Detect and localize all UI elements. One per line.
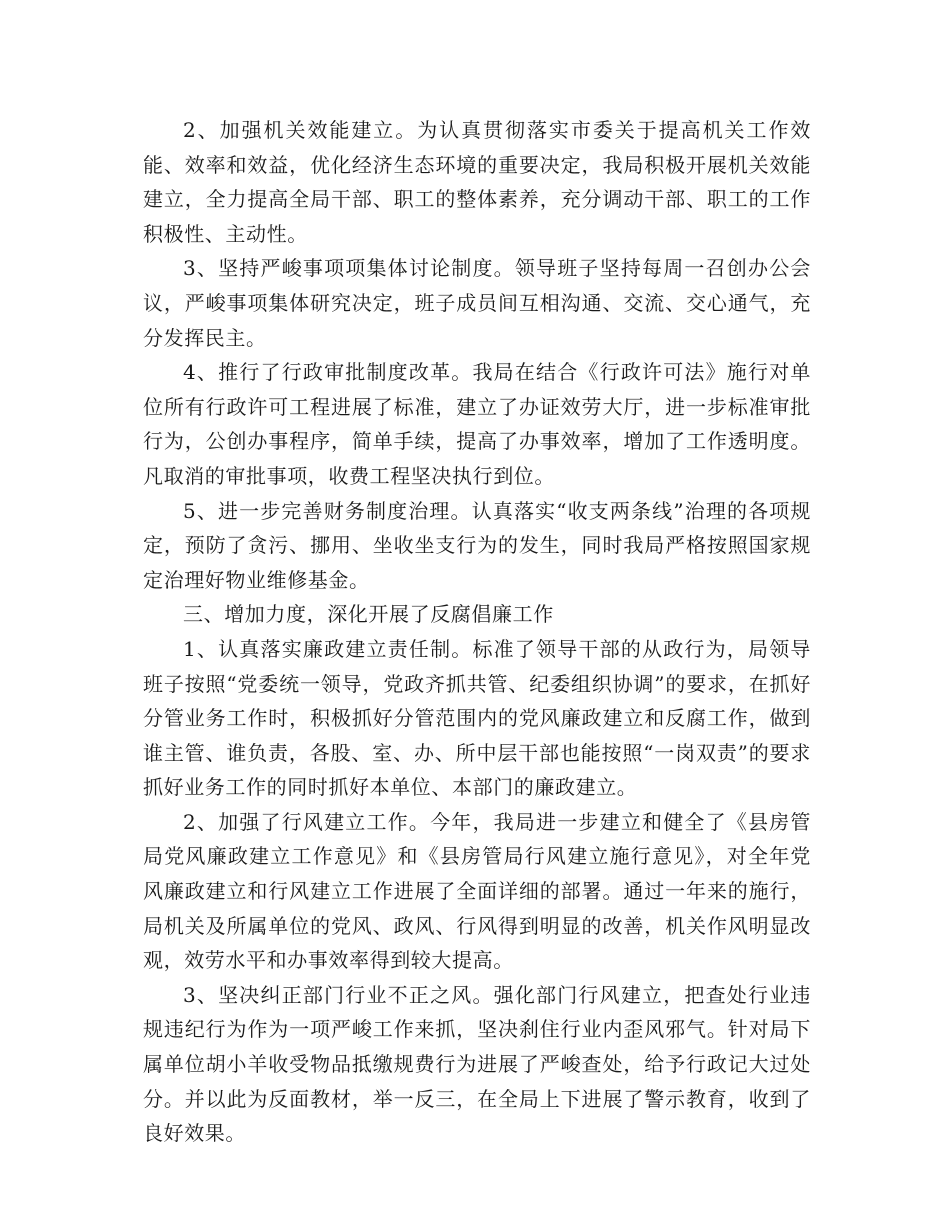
section-heading-anti-corruption: 三、增加力度，深化开展了反腐倡廉工作 — [183, 602, 554, 627]
paragraph-conduct-building: 2、加强了行风建立工作。今年，我局进一步建立和健全了《县房管局党风廉政建立工作意见》和《县房管局行风建立施行意见》，对全年党风廉政建立和行风建立工作进展了全面详细的部署。通过一年来的施行，局机关及所属单位的党风、政风、行风得到明显的改善，机关作风明显改观，效劳水平和办事效率得到较大提高。 — [143, 809, 811, 973]
paragraph-correct-unhealthy-practices: 3、坚决纠正部门行业不正之风。强化部门行风建立，把查处行业违规违纪行为作为一项严峻工作来抓，坚决刹住行业内歪风邪气。针对局下属单位胡小羊收受物品抵缴规费行为进展了严峻查处，给予行政记大过处分。并以此为反面教材，举一反三，在全局上下进展了警示教育，收到了良好效果。 — [143, 982, 811, 1146]
paragraph-collective-discussion: 3、坚持严峻事项项集体讨论制度。领导班子坚持每周一召创办公会议，严峻事项集体研究决定，班子成员间互相沟通、交流、交心通气，充分发挥民主。 — [143, 256, 811, 350]
paragraph-approval-reform: 4、推行了行政审批制度改革。我局在结合《行政许可法》施行对单位所有行政许可工程进展了标准，建立了办证效劳大厅，进一步标准审批行为，公创办事程序，简单手续，提高了办事效率，增加了工作透明度。凡取消的审批事项，收费工程坚决执行到位。 — [143, 360, 811, 488]
paragraph-financial-management: 5、进一步完善财务制度治理。认真落实“收支两条线”治理的各项规定，预防了贪污、挪用、坐收坐支行为的发生，同时我局严格按照国家规定治理好物业维修基金。 — [143, 498, 811, 592]
paragraph-efficiency-building: 2、加强机关效能建立。为认真贯彻落实市委关于提高机关工作效能、效率和效益，优化经济生态环境的重要决定，我局积极开展机关效能建立，全力提高全局干部、职工的整体素养，充分调动干部、职工的工作积极性、主动性。 — [143, 118, 811, 246]
paragraph-integrity-responsibility: 1、认真落实廉政建立责任制。标准了领导干部的从政行为，局领导班子按照“党委统一领导，党政齐抓共管、纪委组织协调”的要求，在抓好分管业务工作时，积极抓好分管范围内的党风廉政建立和反腐工作，做到谁主管、谁负责，各股、室、办、所中层干部也能按照“一岗双责”的要求抓好业务工作的同时抓好本单位、本部门的廉政建立。 — [143, 636, 811, 800]
document-body — [143, 113, 811, 1151]
